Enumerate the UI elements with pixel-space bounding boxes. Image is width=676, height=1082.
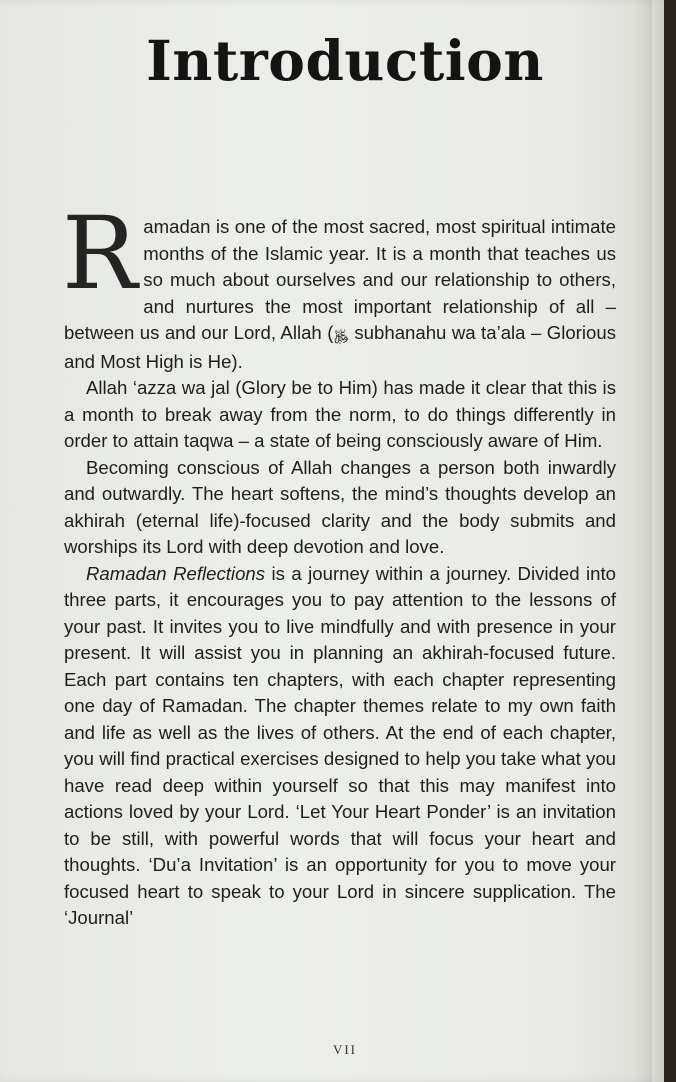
paragraph-1-end: subhanahu wa ta’ala – Glorious and Most High is He). — [64, 322, 616, 372]
paragraph-4-text: is a journey within a journey. Divided into three parts, it encourages you to pay attention to the lessons of your past. It invites you to live mindfully and with presence in your present. It will assist you in planning an akhirah-focused future. Each part contains ten chapters, with each chapter representing one day of Ramadan. The chapter themes relate to my own faith and life as well as the lives of others. At the end of each chapter, you will find practical exercises designed to help you take what you have read deep within yourself so that this may manifest into actions loved by your Lord. ‘Let Your Heart Ponder’ is an invitation to be still, with powerful words that will focus your heart and thoughts. ‘Du’a Invitation’ is an opportunity for you to move your focused heart to speak to your Lord in sincere supplication. The ‘Journal’ — [64, 562, 616, 928]
paragraph-2: Allah ‘azza wa jal (Glory be to Him) has made it clear that this is a month to break away from the norm, to do things differently in order to attain taqwa – a state of being consciously aware of Him. — [64, 377, 616, 451]
salutation-glyph: ﷿ — [333, 327, 349, 343]
page-edge-shadow — [632, 0, 652, 1082]
paragraph-4 — [64, 561, 616, 932]
book-title-italic: Ramadan Reflections — [86, 562, 266, 584]
body-text — [62, 195, 616, 932]
paragraph-1-text: amadan is one of the most sacred, most spiritual intimate months of the Islamic year. It is a month that teaches us so much about ourselves and our relationship to others, and nurtures the most important relationship of all – between us and our Lord, Allah ( — [64, 216, 616, 343]
paragraph-3: Becoming conscious of Allah changes a person both inwardly and outwardly. The heart softens, the mind’s thoughts develop an akhirah (eternal life)-focused clarity and the body submits and worships its Lord with deep devotion and love. — [64, 456, 616, 557]
chapter-title: Introduction — [146, 28, 544, 93]
paragraph-1 — [62, 195, 616, 375]
page-number: VII — [332, 1042, 358, 1057]
drop-cap: R — [62, 195, 138, 312]
